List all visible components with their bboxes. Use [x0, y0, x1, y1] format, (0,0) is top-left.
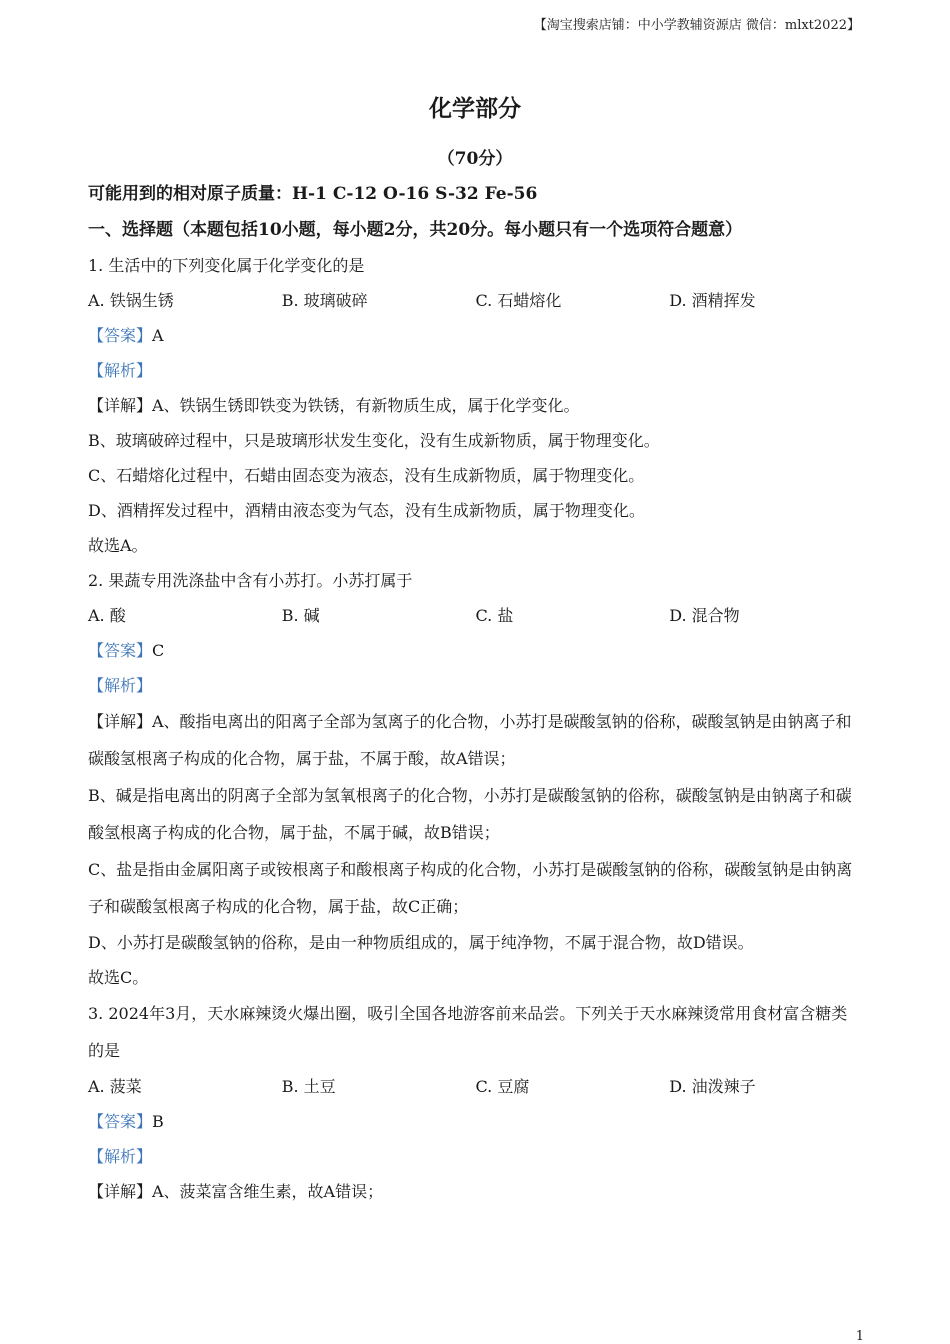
header-note: 【淘宝搜索店铺：中小学教辅资源店 微信：mlxt2022】 [533, 18, 860, 33]
conclusion-line: 故选A。 [88, 536, 148, 555]
option-c: C. 石蜡熔化 [475, 291, 562, 310]
option-b: B. 玻璃破碎 [281, 291, 368, 310]
question-3 [88, 995, 863, 1209]
analysis-tag: 【解析】 [88, 676, 153, 695]
option-a: A. 菠菜 [88, 1077, 142, 1096]
answer-line [88, 318, 863, 353]
answer-tag: 【答案】 [88, 1112, 153, 1131]
answer-line [88, 633, 863, 668]
option-a: A. 酸 [88, 606, 126, 625]
answer-value: A [152, 326, 164, 345]
page-number: 1 [855, 1329, 864, 1344]
detail-line: 【详解】A、铁锅生锈即铁变为铁锈，有新物质生成，属于化学变化。 [88, 396, 580, 415]
question-stem: 3. 2024年3月，天水麻辣烫火爆出圈，吸引全国各地游客前来品尝。下列关于天水麻辣烫常用食材富含糖类的是 [88, 1004, 848, 1060]
conclusion-line: 故选C。 [88, 968, 149, 987]
option-d: D. 混合物 [669, 606, 740, 625]
detail-paragraph: 【详解】A、酸指电离出的阳离子全部为氢离子的化合物，小苏打是碳酸氢钠的俗称，碳酸氢钠是由钠离子和碳酸氢根离子构成的化合物，属于盐，不属于酸，故A错误； [88, 712, 852, 768]
answer-tag: 【答案】 [88, 641, 153, 660]
question-options [88, 283, 863, 318]
question-options [88, 598, 863, 633]
answer-tag: 【答案】 [88, 326, 153, 345]
detail-line: B、玻璃破碎过程中，只是玻璃形状发生变化，没有生成新物质，属于物理变化。 [88, 431, 660, 450]
question-stem: 2. 果蔬专用洗涤盐中含有小苏打。小苏打属于 [88, 571, 413, 590]
section-heading: 一、选择题（本题包括10小题，每小题2分，共20分。每小题只有一个选项符合题意） [88, 220, 743, 240]
page-title: 化学部分 [429, 95, 521, 122]
score-note: （70分） [437, 149, 513, 169]
option-b: B. 土豆 [281, 1077, 336, 1096]
question-stem: 1. 生活中的下列变化属于化学变化的是 [88, 256, 365, 275]
answer-line [88, 1104, 863, 1139]
detail-paragraph: C、盐是指由金属阳离子或铵根离子和酸根离子构成的化合物，小苏打是碳酸氢钠的俗称，碳酸氢钠是由钠离子和碳酸氢根离子构成的化合物，属于盐，故C正确； [88, 860, 853, 916]
answer-value: B [152, 1112, 164, 1131]
atomic-mass-line: 可能用到的相对原子质量：H-1 C-12 O-16 S-32 Fe-56 [88, 184, 538, 204]
option-a: A. 铁锅生锈 [88, 291, 174, 310]
document-body [88, 176, 863, 1209]
detail-paragraph: B、碱是指电离出的阴离子全部为氢氧根离子的化合物，小苏打是碳酸氢钠的俗称，碳酸氢钠是由钠离子和碳酸氢根离子构成的化合物，属于盐，不属于碱，故B错误； [88, 786, 852, 842]
detail-line: D、小苏打是碳酸氢钠的俗称，是由一种物质组成的，属于纯净物，不属于混合物，故D错误。 [88, 933, 754, 952]
analysis-tag: 【解析】 [88, 361, 153, 380]
option-d: D. 油泼辣子 [669, 1077, 756, 1096]
question-2 [88, 563, 863, 995]
option-b: B. 碱 [281, 606, 320, 625]
question-options [88, 1069, 863, 1104]
option-c: C. 豆腐 [475, 1077, 530, 1096]
answer-value: C [152, 641, 165, 660]
analysis-tag: 【解析】 [88, 1147, 153, 1166]
detail-line: 【详解】A、菠菜富含维生素，故A错误； [88, 1182, 384, 1201]
question-1 [88, 248, 863, 563]
option-c: C. 盐 [475, 606, 514, 625]
detail-line: C、石蜡熔化过程中，石蜡由固态变为液态，没有生成新物质，属于物理变化。 [88, 466, 645, 485]
detail-line: D、酒精挥发过程中，酒精由液态变为气态，没有生成新物质，属于物理变化。 [88, 501, 645, 520]
option-d: D. 酒精挥发 [669, 291, 756, 310]
